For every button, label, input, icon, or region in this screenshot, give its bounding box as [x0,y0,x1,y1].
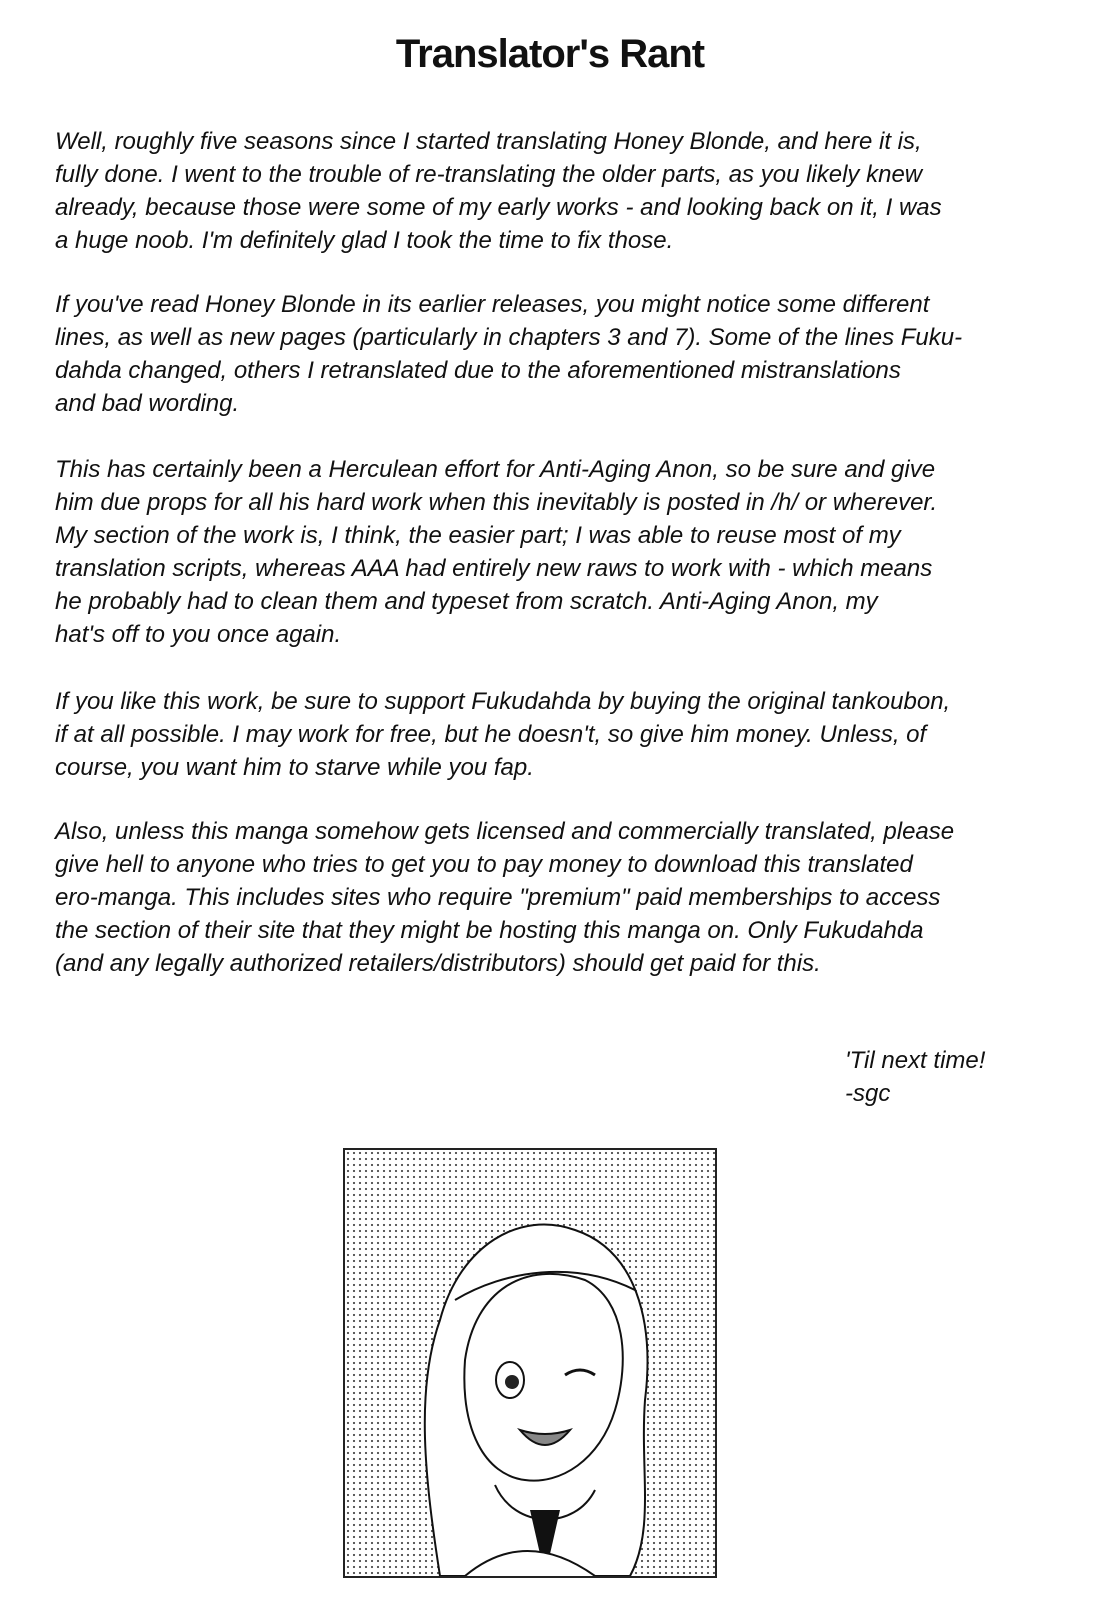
text-line: Also, unless this manga somehow gets licensed and commercially translated, please [55,818,955,845]
text-line: ero-manga. This includes sites who require "premium" paid memberships to access [55,884,941,911]
text-line: lines, as well as new pages (particularly in chapters 3 and 7). Some of the lines Fuku- [55,324,963,351]
paragraph-2 [55,288,1055,420]
text-line: dahda changed, others I retranslated due to the aforementioned mistranslations [55,357,901,384]
text-line: If you like this work, be sure to support Fukudahda by buying the original tankoubon, [55,688,951,715]
text-line: he probably had to clean them and typeset from scratch. Anti-Aging Anon, my [55,588,878,615]
text-line: give hell to anyone who tries to get you to pay money to download this translated [55,851,913,878]
text-line: course, you want him to starve while you fap. [55,754,534,781]
signature: -sgc [845,1080,891,1107]
text-line: My section of the work is, I think, the easier part; I was able to reuse most of my [55,522,901,549]
girl-drawing [345,1150,715,1576]
text-line: Well, roughly five seasons since I started translating Honey Blonde, and here it is, [55,128,922,155]
text-line: already, because those were some of my early works - and looking back on it, I was [55,194,942,221]
text-line: If you've read Honey Blonde in its earlier releases, you might notice some different [55,291,930,318]
text-line: and bad wording. [55,390,240,417]
text-line: a huge noob. I'm definitely glad I took the time to fix those. [55,227,674,254]
text-line: the section of their site that they might be hosting this manga on. Only Fukudahda [55,917,924,944]
paragraph-4 [55,685,1055,784]
signoff [845,1044,985,1110]
paragraph-1 [55,125,1055,257]
character-illustration [343,1148,717,1578]
paragraph-5 [55,815,1055,980]
text-line: (and any legally authorized retailers/distributors) should get paid for this. [55,950,821,977]
text-line: him due props for all his hard work when this inevitably is posted in /h/ or wherever. [55,489,938,516]
page-title: Translator's Rant [395,32,705,76]
text-line: hat's off to you once again. [55,621,342,648]
text-line: This has certainly been a Herculean effort for Anti-Aging Anon, so be sure and give [55,456,936,483]
text-line: if at all possible. I may work for free, but he doesn't, so give him money. Unless, of [55,721,927,748]
signoff-line: 'Til next time! [845,1047,986,1074]
paragraph-3 [55,453,1055,651]
text-line: translation scripts, whereas AAA had entirely new raws to work with - which means [55,555,933,582]
text-line: fully done. I went to the trouble of re-translating the older parts, as you likely knew [55,161,923,188]
